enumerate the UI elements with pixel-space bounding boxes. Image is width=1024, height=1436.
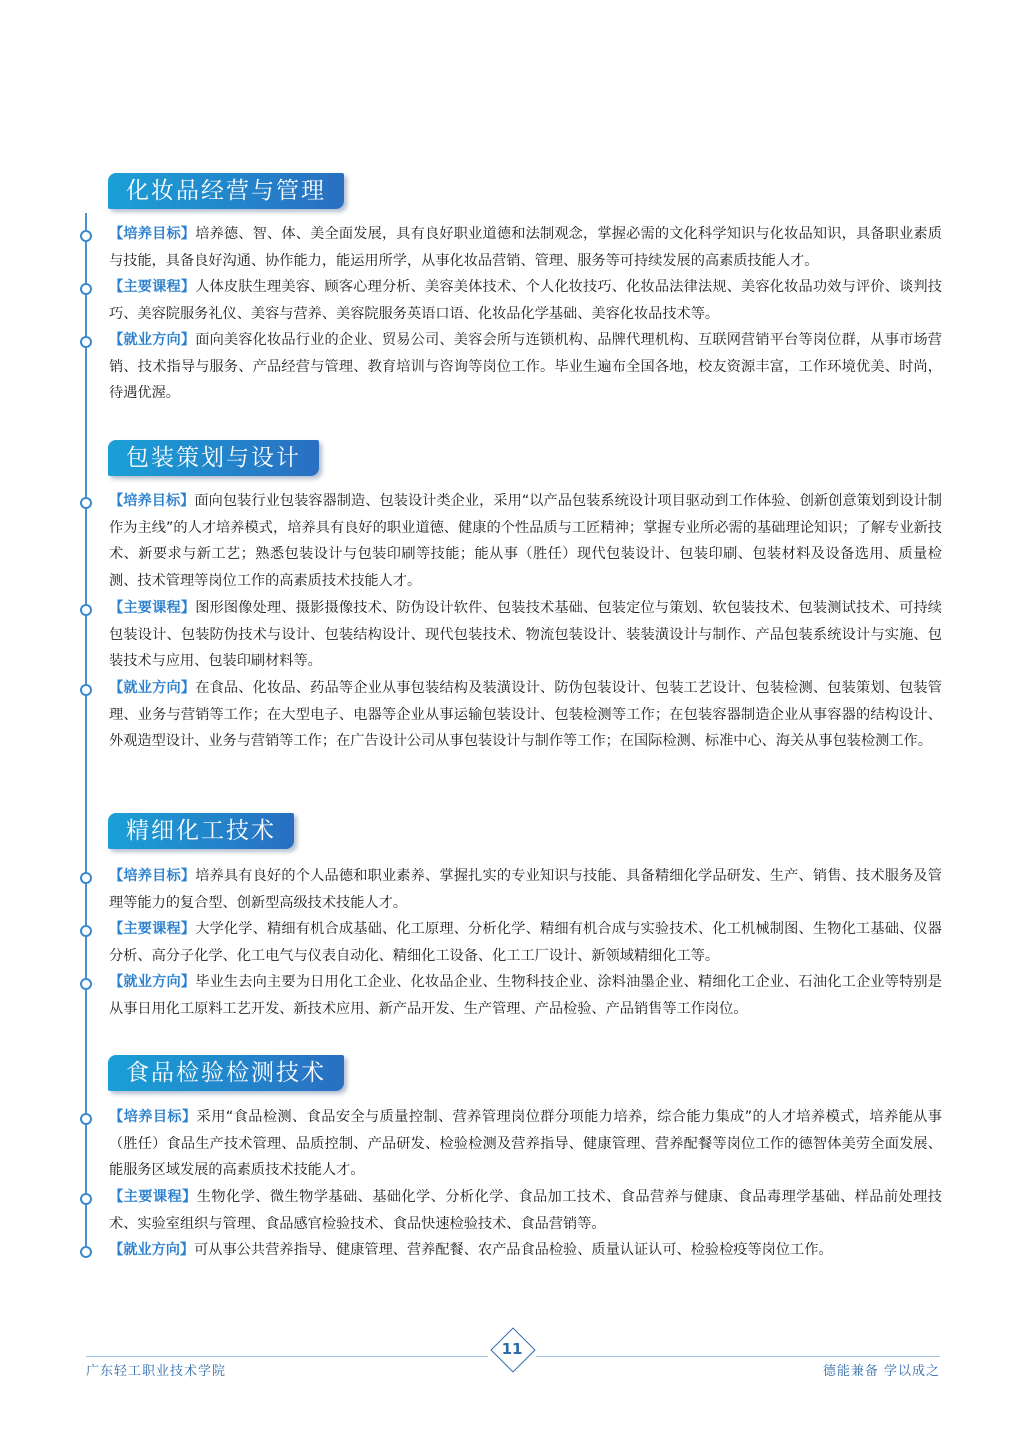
paragraph-career bbox=[109, 1237, 942, 1264]
bullet-icon bbox=[80, 684, 92, 696]
bullet-icon bbox=[80, 872, 92, 884]
label-goal: 【培养目标】 bbox=[109, 1109, 197, 1125]
paragraph-courses bbox=[109, 595, 942, 675]
footer-divider bbox=[536, 1356, 940, 1357]
bullet-icon bbox=[80, 925, 92, 937]
text-courses: 人体皮肤生理美容、顾客心理分析、美容美体技术、个人化妆技巧、化妆品法律法规、美容化妆品功效与评价、谈判技巧、美容院服务礼仪、美容与营养、美容院服务英语口语、化妆品化学基础、美容化妆品技术等。 bbox=[109, 279, 942, 322]
label-courses: 【主要课程】 bbox=[109, 921, 196, 937]
paragraph-goal bbox=[109, 1104, 942, 1184]
page-number: 11 bbox=[501, 1340, 523, 1358]
paragraph-courses bbox=[109, 916, 942, 969]
timeline-line bbox=[85, 213, 87, 1250]
text-courses: 图形图像处理、摄影摄像技术、防伪设计软件、包装技术基础、包装定位与策划、软包装技术、包装测试技术、可持续包装设计、包装防伪技术与设计、包装结构设计、现代包装技术、物流包装设计、装装潢设计与制作、产品包装系统设计与实施、包装技术与应用、包装印刷材料等。 bbox=[109, 600, 942, 670]
text-goal: 培养具有良好的个人品德和职业素养、掌握扎实的专业知识与技能、具备精细化学品研发、生产、销售、技术服务及管理等能力的复合型、创新型高级技术技能人才。 bbox=[109, 868, 942, 911]
text-career: 在食品、化妆品、药品等企业从事包装结构及装潢设计、防伪包装设计、包装工艺设计、包装检测、包装策划、包装管理、业务与营销等工作；在大型电子、电器等企业从事运输包装设计、包装检测等工作；在包装容器制造企业从事容器的结构设计、外观造型设计、业务与营销等工作；在广告设计公司从事包装设计与制作等工作；在国际检测、标准中心、海关从事包装检测工作。 bbox=[109, 680, 942, 750]
label-goal: 【培养目标】 bbox=[109, 493, 195, 509]
section-title: 食品检验检测技术 bbox=[108, 1055, 344, 1091]
text-career: 毕业生去向主要为日用化工企业、化妆品企业、生物科技企业、涂料油墨企业、精细化工企业、石油化工企业等特别是从事日用化工原料工艺开发、新技术应用、新产品开发、生产管理、产品检验、产品销售等工作岗位。 bbox=[109, 974, 942, 1017]
paragraph-career bbox=[109, 327, 942, 407]
section-title: 精细化工技术 bbox=[108, 813, 294, 849]
text-goal: 面向包装行业包装容器制造、包装设计类企业，采用“以产品包装系统设计项目驱动到工作体验、创新创意策划到设计制作为主线”的人才培养模式，培养具有良好的职业道德、健康的个性品质与工匠精神；掌握专业所必需的基础理论知识；了解专业新技术、新要求与新工艺；熟悉包装设计与包装印刷等技能；能从事（胜任）现代包装设计、包装印刷、包装材料及设备选用、质量检测、技术管理等岗位工作的高素质技术技能人才。 bbox=[109, 493, 942, 590]
label-courses: 【主要课程】 bbox=[109, 1189, 197, 1205]
bullet-icon bbox=[80, 283, 92, 295]
label-courses: 【主要课程】 bbox=[109, 600, 196, 616]
text-career: 面向美容化妆品行业的企业、贸易公司、美容会所与连锁机构、品牌代理机构、互联网营销平台等岗位群，从事市场营销、技术指导与服务、产品经营与管理、教育培训与咨询等岗位工作。毕业生遍布全国各地，校友资源丰富，工作环境优美、时尚，待遇优渥。 bbox=[109, 332, 942, 402]
paragraph-courses bbox=[109, 1184, 942, 1237]
bullet-icon bbox=[80, 1193, 92, 1205]
paragraph-goal bbox=[109, 221, 942, 274]
footer-divider bbox=[86, 1356, 488, 1357]
bullet-icon bbox=[80, 978, 92, 990]
bullet-icon bbox=[80, 230, 92, 242]
label-career: 【就业方向】 bbox=[109, 1242, 195, 1258]
bullet-icon bbox=[80, 1113, 92, 1125]
paragraph-goal bbox=[109, 488, 942, 595]
bullet-icon bbox=[80, 1246, 92, 1258]
paragraph-career bbox=[109, 675, 942, 755]
label-career: 【就业方向】 bbox=[109, 332, 196, 348]
paragraph-goal bbox=[109, 863, 942, 916]
bullet-icon bbox=[80, 604, 92, 616]
label-courses: 【主要课程】 bbox=[109, 279, 196, 295]
label-career: 【就业方向】 bbox=[109, 680, 196, 696]
text-courses: 生物化学、微生物学基础、基础化学、分析化学、食品加工技术、食品营养与健康、食品毒理学基础、样品前处理技术、实验室组织与管理、食品感官检验技术、食品快速检验技术、食品营销等。 bbox=[109, 1189, 942, 1232]
section-title: 化妆品经营与管理 bbox=[108, 173, 344, 209]
text-courses: 大学化学、精细有机合成基础、化工原理、分析化学、精细有机合成与实验技术、化工机械制图、生物化工基础、仪器分析、高分子化学、化工电气与仪表自动化、精细化工设备、化工工厂设计、新领域精细化工等。 bbox=[109, 921, 942, 964]
footer-motto: 德能兼备 学以成之 bbox=[822, 1364, 940, 1379]
label-career: 【就业方向】 bbox=[109, 974, 196, 990]
bullet-icon bbox=[80, 497, 92, 509]
text-goal: 采用“食品检测、食品安全与质量控制、营养管理岗位群分项能力培养，综合能力集成”的人才培养模式，培养能从事（胜任）食品生产技术管理、品质控制、产品研发、检验检测及营养指导、健康管理、营养配餐等岗位工作的德智体美劳全面发展、能服务区域发展的高素质技术技能人才。 bbox=[109, 1109, 942, 1179]
paragraph-career bbox=[109, 969, 942, 1022]
footer-school-name: 广东轻工职业技术学院 bbox=[86, 1364, 227, 1379]
label-goal: 【培养目标】 bbox=[109, 868, 196, 884]
paragraph-courses bbox=[109, 274, 942, 327]
bullet-icon bbox=[80, 336, 92, 348]
text-career: 可从事公共营养指导、健康管理、营养配餐、农产品食品检验、质量认证认可、检验检疫等岗位工作。 bbox=[194, 1242, 833, 1258]
section-title: 包装策划与设计 bbox=[108, 440, 319, 476]
text-goal: 培养德、智、体、美全面发展，具有良好职业道德和法制观念，掌握必需的文化科学知识与化妆品知识，具备职业素质与技能，具备良好沟通、协作能力，能运用所学，从事化妆品营销、管理、服务等可持续发展的高素质技能人才。 bbox=[109, 226, 942, 269]
label-goal: 【培养目标】 bbox=[109, 226, 196, 242]
